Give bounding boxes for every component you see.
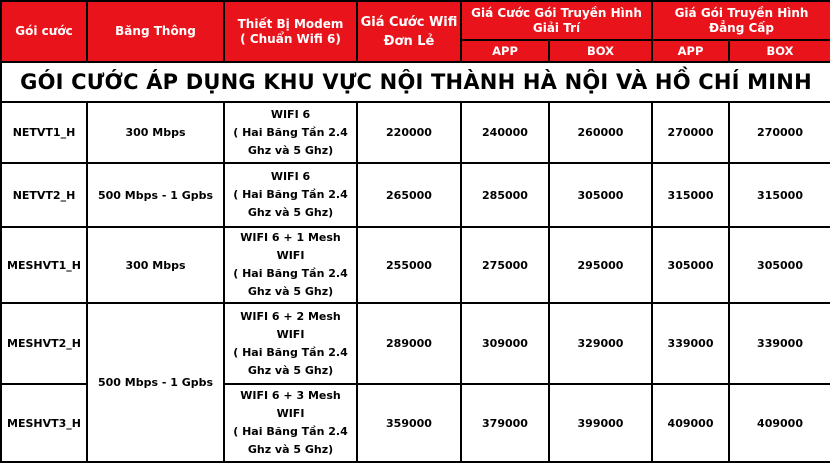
bandwidth: 500 Mbps - 1 Gpbs bbox=[87, 303, 224, 462]
header-wifi-price: Giá Cước Wifi Đơn Lẻ bbox=[357, 1, 461, 62]
basic-box-price: 305000 bbox=[549, 163, 652, 227]
basic-app-price: 285000 bbox=[461, 163, 549, 227]
basic-box-price: 329000 bbox=[549, 303, 652, 384]
package-code: NETVT2_H bbox=[1, 163, 87, 227]
premium-app-price: 270000 bbox=[652, 102, 729, 163]
premium-box-price: 305000 bbox=[729, 227, 830, 303]
package-code: MESHVT3_H bbox=[1, 384, 87, 462]
device: WIFI 6 + 2 Mesh WIFI ( Hai Băng Tần 2.4 Ghz và 5 Ghz) bbox=[224, 303, 357, 384]
basic-box-price: 260000 bbox=[549, 102, 652, 163]
bandwidth: 500 Mbps - 1 Gpbs bbox=[87, 163, 224, 227]
package-code: NETVT1_H bbox=[1, 102, 87, 163]
header-tv-basic: Giá Cước Gói Truyền Hình Giải Trí bbox=[461, 1, 652, 40]
premium-box-price: 409000 bbox=[729, 384, 830, 462]
premium-app-price: 409000 bbox=[652, 384, 729, 462]
premium-box-price: 270000 bbox=[729, 102, 830, 163]
basic-app-price: 240000 bbox=[461, 102, 549, 163]
header-modem: Thiết Bị Modem ( Chuẩn Wifi 6) bbox=[224, 1, 357, 62]
table-row bbox=[1, 102, 830, 163]
device: WIFI 6 + 1 Mesh WIFI ( Hai Băng Tần 2.4 Ghz và 5 Ghz) bbox=[224, 227, 357, 303]
header-tv-premium: Giá Gói Truyền Hình Đẳng Cấp bbox=[652, 1, 830, 40]
wifi-price: 289000 bbox=[357, 303, 461, 384]
package-code: MESHVT2_H bbox=[1, 303, 87, 384]
premium-app-price: 305000 bbox=[652, 227, 729, 303]
subheader-basic-box: BOX bbox=[549, 40, 652, 62]
premium-box-price: 315000 bbox=[729, 163, 830, 227]
wifi-price: 359000 bbox=[357, 384, 461, 462]
package-code: MESHVT1_H bbox=[1, 227, 87, 303]
subheader-basic-app: APP bbox=[461, 40, 549, 62]
subheader-premium-box: BOX bbox=[729, 40, 830, 62]
wifi-price: 255000 bbox=[357, 227, 461, 303]
basic-app-price: 275000 bbox=[461, 227, 549, 303]
basic-app-price: 309000 bbox=[461, 303, 549, 384]
premium-app-price: 315000 bbox=[652, 163, 729, 227]
device: WIFI 6 ( Hai Băng Tần 2.4 Ghz và 5 Ghz) bbox=[224, 163, 357, 227]
header-package: Gói cước bbox=[1, 1, 87, 62]
device: WIFI 6 + 3 Mesh WIFI ( Hai Băng Tần 2.4 Ghz và 5 Ghz) bbox=[224, 384, 357, 462]
premium-app-price: 339000 bbox=[652, 303, 729, 384]
wifi-price: 265000 bbox=[357, 163, 461, 227]
bandwidth: 300 Mbps bbox=[87, 102, 224, 163]
subheader-premium-app: APP bbox=[652, 40, 729, 62]
region-banner: GÓI CƯỚC ÁP DỤNG KHU VỰC NỘI THÀNH HÀ NỘI VÀ HỒ CHÍ MINH bbox=[1, 62, 830, 102]
basic-app-price: 379000 bbox=[461, 384, 549, 462]
table-row bbox=[1, 303, 830, 384]
device: WIFI 6 ( Hai Băng Tần 2.4 Ghz và 5 Ghz) bbox=[224, 102, 357, 163]
basic-box-price: 295000 bbox=[549, 227, 652, 303]
premium-box-price: 339000 bbox=[729, 303, 830, 384]
wifi-price: 220000 bbox=[357, 102, 461, 163]
table-row bbox=[1, 227, 830, 303]
bandwidth: 300 Mbps bbox=[87, 227, 224, 303]
header-bandwidth: Băng Thông bbox=[87, 1, 224, 62]
table-row bbox=[1, 163, 830, 227]
basic-box-price: 399000 bbox=[549, 384, 652, 462]
